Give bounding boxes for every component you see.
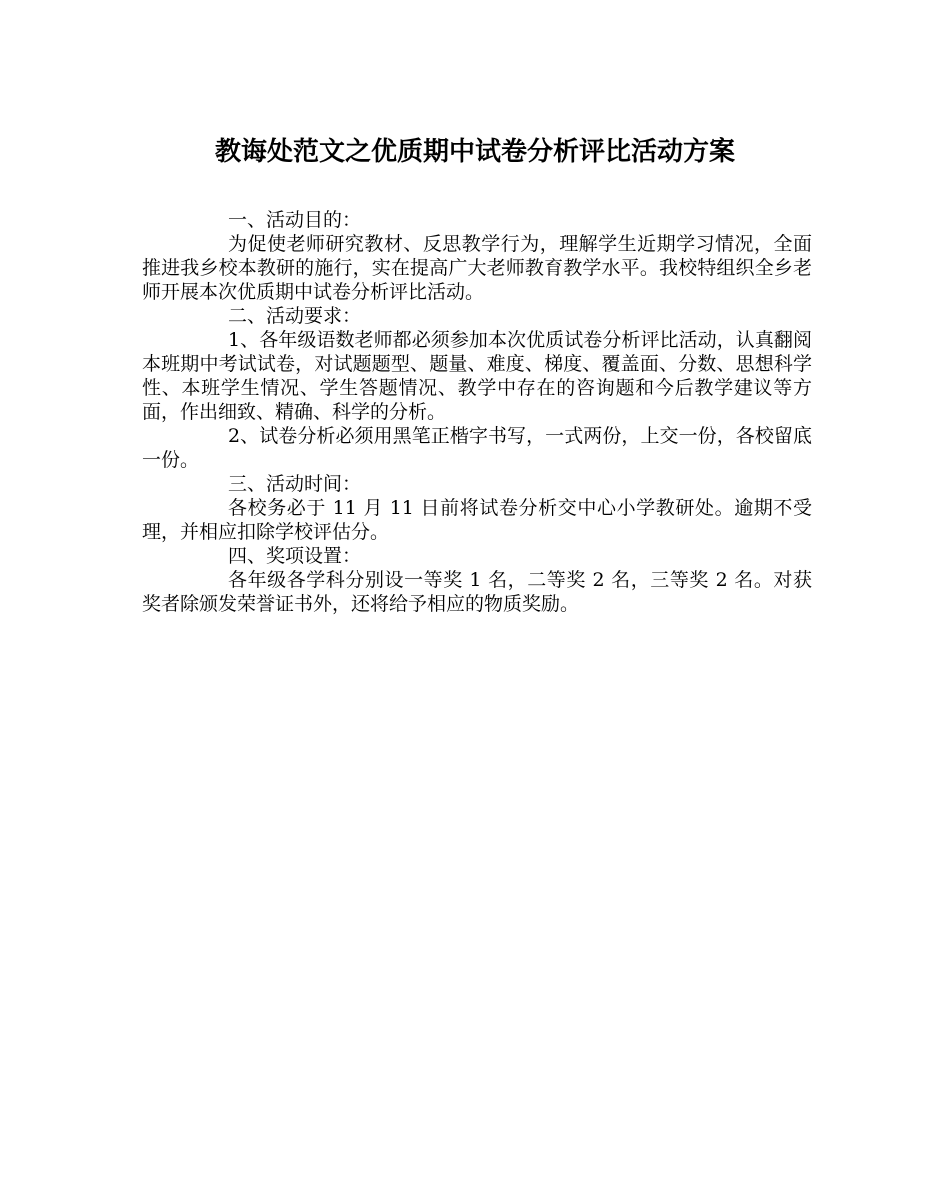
section-heading-requirements: 二、活动要求： <box>228 305 362 327</box>
section-paragraph-time: 各校务必于 11 月 11 日前将试卷分析交中心小学教研处。逾期不受理，并相应扣除学校评估分。 <box>142 497 812 543</box>
section-heading-time: 三、活动时间： <box>228 473 362 495</box>
section-paragraph-requirement-1: 1、各年级语数老师都必须参加本次优质试卷分析评比活动，认真翻阅本班期中考试试卷，对试题题型、题量、难度、梯度、覆盖面、分数、思想科学性、本班学生情况、学生答题情况、教学中存在的咨询题和今后教学建议等方面，作出细致、精确、科学的分析。 <box>142 329 812 423</box>
section-paragraph-purpose: 为促使老师研究教材、反思教学行为，理解学生近期学习情况，全面推进我乡校本教研的施行，实在提高广大老师教育教学水平。我校特组织全乡老师开展本次优质期中试卷分析评比活动。 <box>142 233 812 303</box>
section-heading-purpose: 一、活动目的： <box>228 209 362 231</box>
section-paragraph-requirement-2: 2、试卷分析必须用黑笔正楷字书写，一式两份，上交一份，各校留底一份。 <box>142 425 812 471</box>
document-body <box>142 208 812 616</box>
section-heading-awards: 四、奖项设置： <box>228 545 362 567</box>
section-paragraph-awards: 各年级各学科分别设一等奖 1 名，二等奖 2 名，三等奖 2 名。对获奖者除颁发荣誉证书外，还将给予相应的物质奖励。 <box>142 569 812 615</box>
document-title: 教诲处范文之优质期中试卷分析评比活动方案 <box>214 137 735 167</box>
